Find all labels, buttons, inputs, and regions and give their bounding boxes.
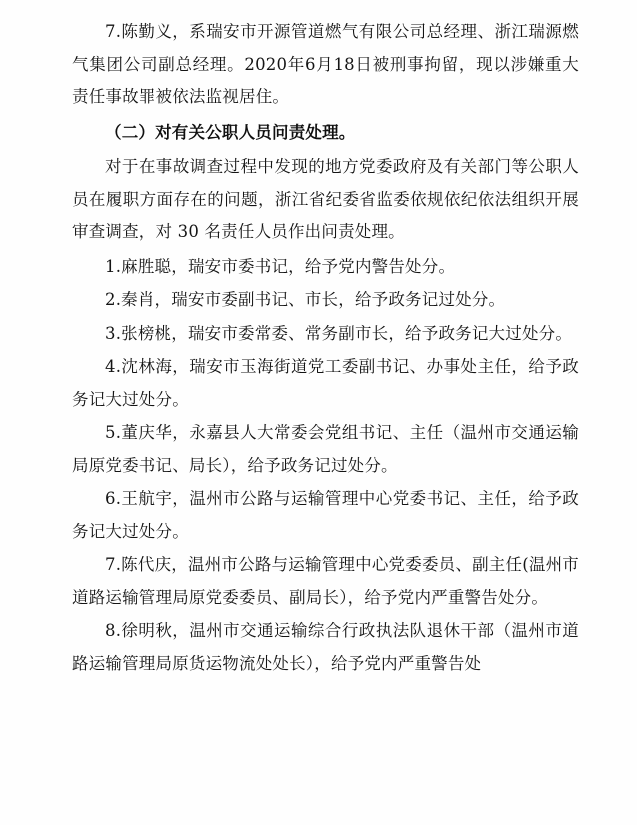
paragraph-item-5: 5.董庆华，永嘉县人大常委会党组书记、主任（温州市交通运输局原党委书记、局长），给予政务记过处分。: [72, 423, 579, 475]
paragraph-item-7-top: 7.陈勤义，系瑞安市开源管道燃气有限公司总经理、浙江瑞源燃气集团公司副总经理。2020年6月18日被刑事拘留，现以涉嫌重大责任事故罪被依法监视居住。: [72, 22, 579, 106]
paragraph-overview: 对于在事故调查过程中发现的地方党委政府及有关部门等公职人员在履职方面存在的问题，浙江省纪委省监委依规依纪依法组织开展审查调查，对 30 名责任人员作出问责处理。: [72, 157, 579, 241]
paragraph-item-2: 2.秦肖，瑞安市委副书记、市长，给予政务记过处分。: [105, 290, 506, 309]
paragraph-item-7: 7.陈代庆，温州市公路与运输管理中心党委委员、副主任(温州市道路运输管理局原党委委员、副局长），给予党内严重警告处分。: [72, 555, 579, 607]
paragraph-item-8: 8.徐明秋，温州市交通运输综合行政执法队退休干部（温州市道路运输管理局原货运物流处处长），给予党内严重警告处: [72, 621, 579, 673]
paragraph-item-6: 6.王航宇，温州市公路与运输管理中心党委书记、主任，给予政务记大过处分。: [72, 489, 579, 541]
paragraph-item-1: 1.麻胜聪，瑞安市委书记，给予党内警告处分。: [105, 256, 456, 276]
paragraph-item-3: 3.张榜桃，瑞安市委常委、常务副市长，给予政务记大过处分。: [105, 323, 573, 343]
paragraph-item-4: 4.沈林海，瑞安市玉海街道党工委副书记、办事处主任，给予政务记大过处分。: [72, 357, 579, 409]
section-heading: （二）对有关公职人员问责处理。: [105, 122, 356, 142]
